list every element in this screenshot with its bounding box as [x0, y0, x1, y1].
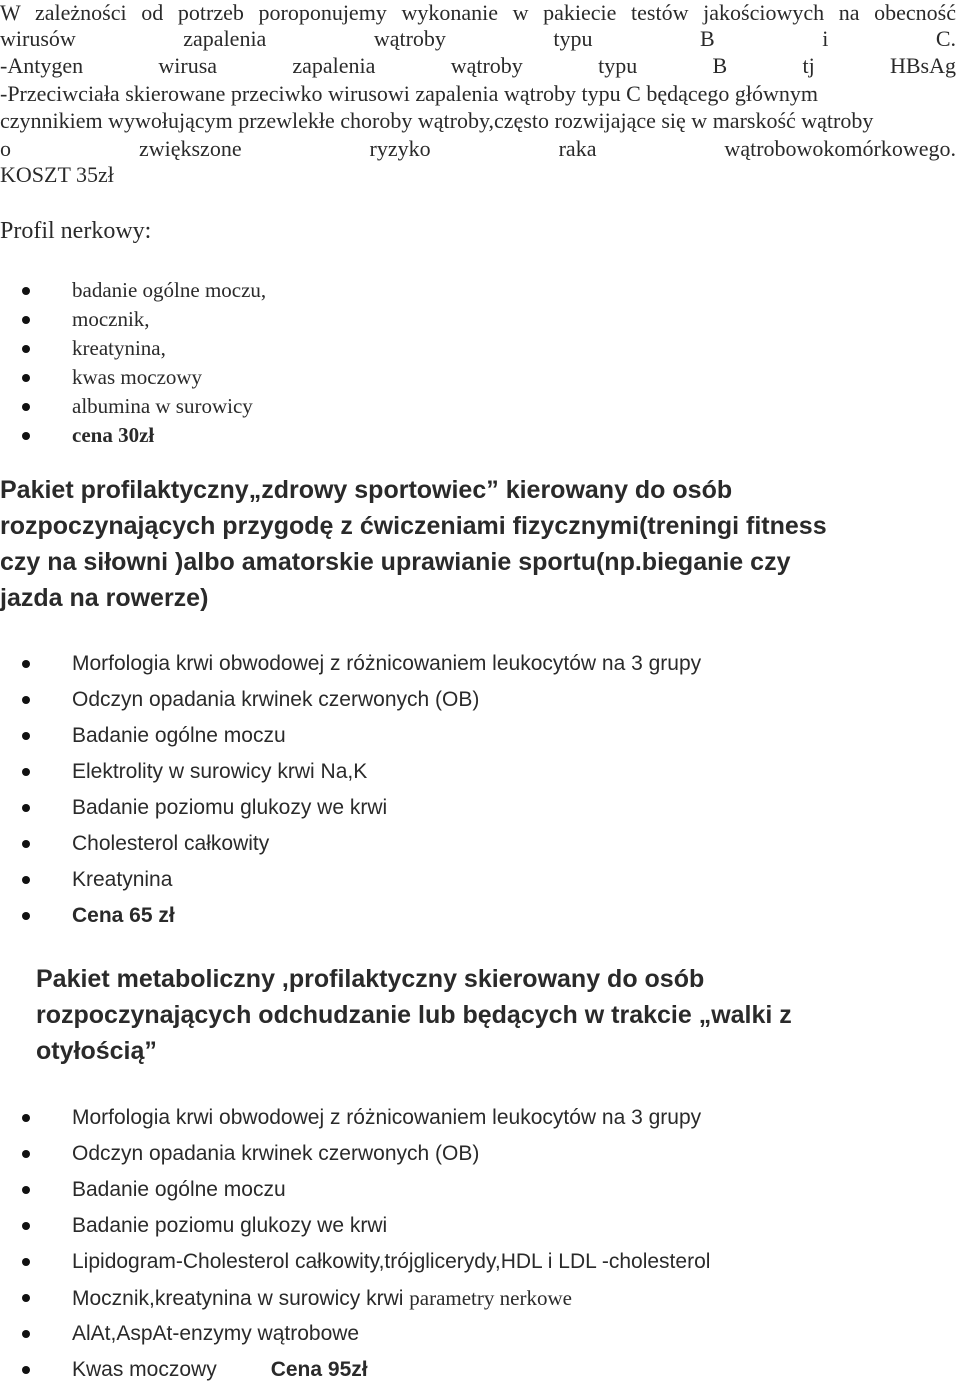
list-item: kreatynina,: [0, 334, 266, 363]
intro-line-4: -Przeciwciała skierowane przeciwko wirusowi zapalenia wątroby typu C będącego głównym: [0, 81, 818, 106]
list-item: Mocznik,kreatynina w surowicy krwi parametry nerkowe: [0, 1280, 710, 1316]
bullet-icon: [22, 316, 30, 324]
bullet-icon: [22, 1258, 30, 1266]
bullet-icon: [22, 1114, 30, 1122]
list-item: AlAt,AspAt-enzymy wątrobowe: [0, 1316, 710, 1352]
list-item: Badanie ogólne moczu: [0, 718, 701, 754]
kidney-profile-list: [0, 276, 266, 450]
kidney-profile-heading: Profil nerkowy:: [0, 218, 152, 244]
bullet-icon: [22, 1186, 30, 1194]
bullet-icon: [22, 1366, 30, 1374]
sport-package-price: Cena 65 zł: [0, 898, 701, 934]
bullet-icon: [22, 374, 30, 382]
list-item: Badanie poziomu glukozy we krwi: [0, 790, 701, 826]
bullet-icon: [22, 287, 30, 295]
sport-package-list: [0, 646, 701, 934]
bullet-icon: [22, 403, 30, 411]
intro-line-5: czynnikiem wywołującym przewlekłe choroby wątroby,często rozwijające się w marskość wątroby: [0, 108, 874, 133]
list-item: kwas moczowy: [0, 363, 266, 392]
list-item: Badanie poziomu glukozy we krwi: [0, 1208, 710, 1244]
list-item: Morfologia krwi obwodowej z różnicowaniem leukocytów na 3 grupy: [0, 1100, 710, 1136]
bullet-icon: [22, 696, 30, 704]
intro-line-6: o zwiększone ryzyko raka wątrobowokomórkowego.: [0, 136, 956, 161]
bullet-icon: [22, 1330, 30, 1338]
bullet-icon: [22, 432, 30, 440]
metabolic-heading-line-3: otyłością”: [36, 1037, 157, 1065]
list-item: Kreatynina: [0, 862, 701, 898]
sport-heading-line-1: Pakiet profilaktyczny„zdrowy sportowiec” kierowany do osób: [0, 476, 733, 504]
list-item: Lipidogram-Cholesterol całkowity,trójglicerydy,HDL i LDL -cholesterol: [0, 1244, 710, 1280]
sport-heading-line-4: jazda na rowerze): [0, 584, 209, 612]
list-item: Odczyn opadania krwinek czerwonych (OB): [0, 1136, 710, 1172]
bullet-icon: [22, 768, 30, 776]
bullet-icon: [22, 912, 30, 920]
list-item: Morfologia krwi obwodowej z różnicowaniem leukocytów na 3 grupy: [0, 646, 701, 682]
kidney-profile-price: cena 30zł: [0, 421, 266, 450]
sport-heading-line-3: czy na siłowni )albo amatorskie uprawianie sportu(np.bieganie czy: [0, 548, 791, 576]
bullet-icon: [22, 876, 30, 884]
bullet-icon: [22, 1294, 30, 1302]
list-item: mocznik,: [0, 305, 266, 334]
bullet-icon: [22, 840, 30, 848]
intro-line-1: W zależności od potrzeb poroponujemy wykonanie w pakiecie testów jakościowych na obecność: [0, 0, 956, 25]
bullet-icon: [22, 804, 30, 812]
bullet-icon: [22, 345, 30, 353]
bullet-icon: [22, 732, 30, 740]
bullet-icon: [22, 1222, 30, 1230]
list-item: Elektrolity w surowicy krwi Na,K: [0, 754, 701, 790]
intro-cost: KOSZT 35zł: [0, 162, 114, 187]
list-item: Odczyn opadania krwinek czerwonych (OB): [0, 682, 701, 718]
list-item: Cholesterol całkowity: [0, 826, 701, 862]
bullet-icon: [22, 1150, 30, 1158]
metabolic-heading-line-1: Pakiet metaboliczny ,profilaktyczny skierowany do osób: [36, 965, 705, 993]
list-item: albumina w surowicy: [0, 392, 266, 421]
intro-line-3: -Antygen wirusa zapalenia wątroby typu B tj HBsAg: [0, 53, 956, 78]
list-item: Badanie ogólne moczu: [0, 1172, 710, 1208]
intro-line-2: wirusów zapalenia wątroby typu B i C.: [0, 26, 956, 51]
metabolic-package-list: [0, 1100, 710, 1388]
metabolic-heading-line-2: rozpoczynających odchudzanie lub będących w trakcie „walki z: [36, 1001, 792, 1029]
metabolic-package-price: Cena 95zł: [270, 1358, 368, 1381]
list-item: Kwas moczowy Cena 95zł: [0, 1352, 710, 1388]
list-item: badanie ogólne moczu,: [0, 276, 266, 305]
bullet-icon: [22, 660, 30, 668]
sport-heading-line-2: rozpoczynających przygodę z ćwiczeniami fizycznymi(treningi fitness: [0, 512, 827, 540]
